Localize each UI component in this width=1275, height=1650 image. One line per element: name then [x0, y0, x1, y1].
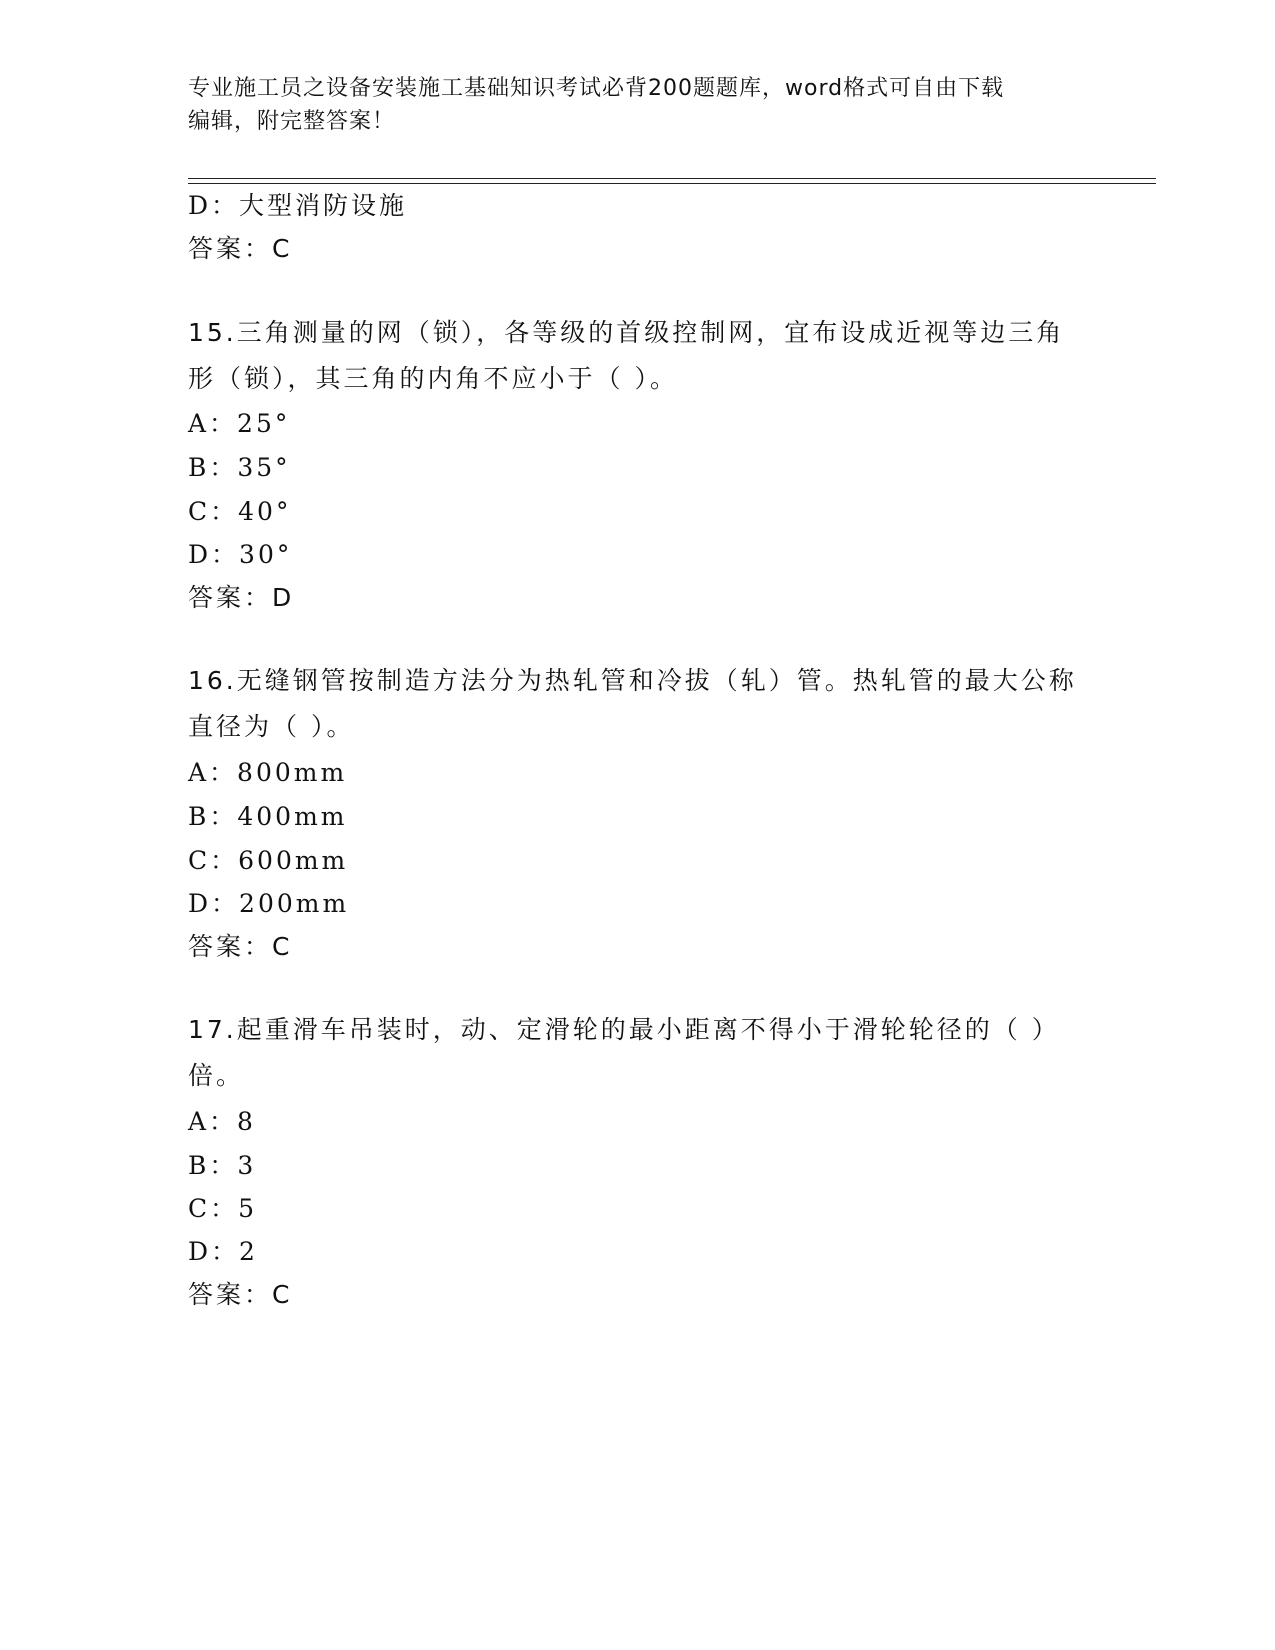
- header-divider-bottom: [188, 183, 1156, 184]
- question-16-option-b: B：400mm: [188, 802, 348, 831]
- header-divider-top: [188, 178, 1156, 179]
- question-15-option-d: D：30°: [188, 540, 293, 569]
- option-d: D：大型消防设施: [188, 191, 408, 220]
- answer-label: 答案：C: [188, 234, 293, 263]
- question-17-option-d: D：2: [188, 1237, 258, 1266]
- question-15-option-b: B：35°: [188, 453, 291, 482]
- question-16-option-c: C：600mm: [188, 846, 349, 875]
- question-16-option-d: D：200mm: [188, 889, 350, 918]
- question-16-text: 16.无缝钢管按制造方法分为热轧管和冷拔（轧）管。热轧管的最大公称直径为（ ）。: [188, 666, 1077, 741]
- question-17-option-a: A：8: [188, 1107, 256, 1136]
- question-15-option-a: A：25°: [188, 409, 291, 438]
- page-header: 专业施工员之设备安装施工基础知识考试必背200题题库，word格式可自由下载 编辑，附完整答案！: [188, 76, 1005, 134]
- question-17-answer: 答案：C: [188, 1280, 293, 1309]
- question-15-option-c: C：40°: [188, 497, 292, 526]
- question-17-option-b: B：3: [188, 1151, 257, 1180]
- question-16-option-a: A：800mm: [188, 758, 348, 787]
- question-17-option-c: C：5: [188, 1194, 258, 1223]
- question-16-answer: 答案：C: [188, 932, 293, 961]
- question-15-answer: 答案：D: [188, 583, 295, 612]
- question-15-text: 15.三角测量的网（锁），各等级的首级控制网，宜布设成近视等边三角形（锁），其三角的内角不应小于（ ）。: [188, 318, 1065, 393]
- question-17-text: 17.起重滑车吊装时，动、定滑轮的最小距离不得小于滑轮轮径的（ ）倍。: [188, 1015, 1060, 1090]
